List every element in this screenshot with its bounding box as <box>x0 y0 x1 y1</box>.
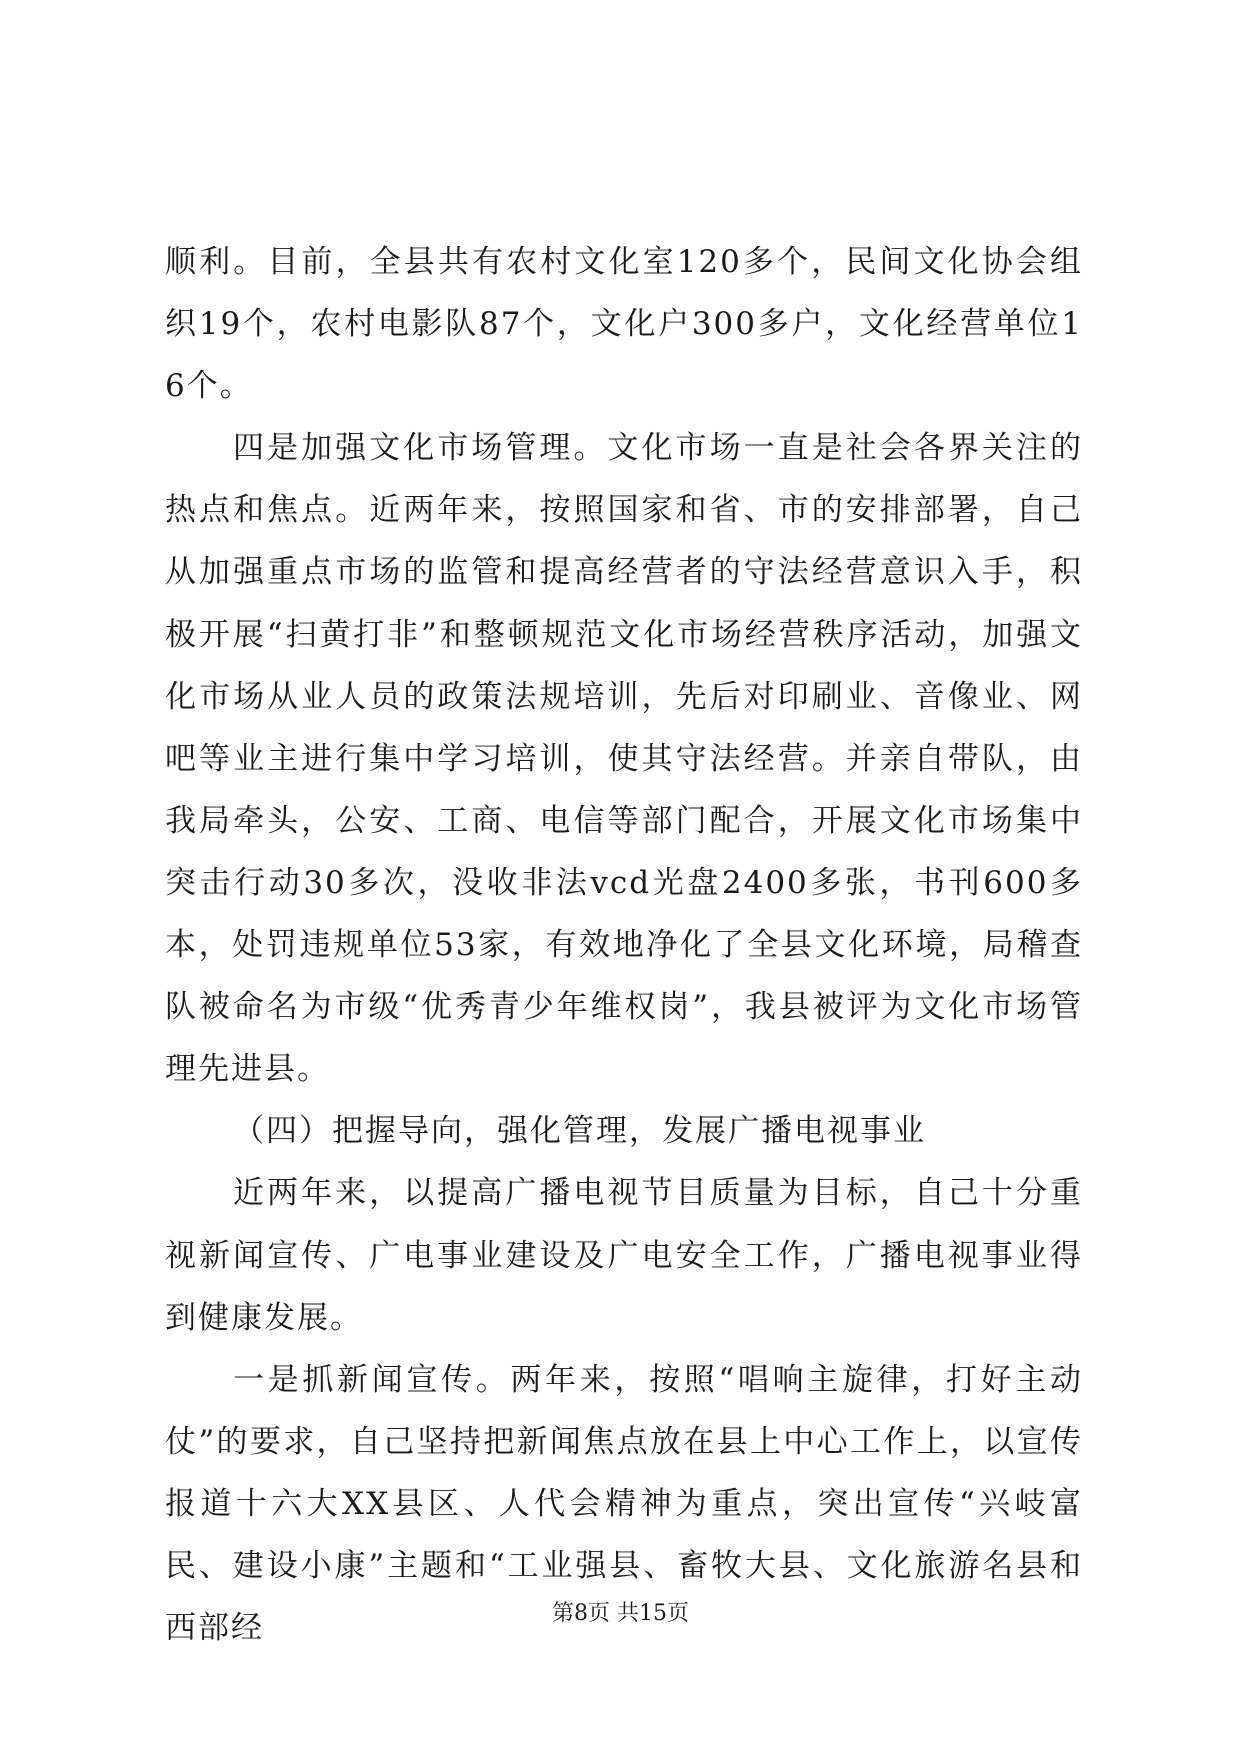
section-heading-broadcast: （四）把握导向，强化管理，发展广播电视事业 <box>233 1113 926 1150</box>
paragraph-news-publicity: 一是抓新闻宣传。两年来，按照“唱响主旋律，打好主动仗”的要求，自己坚持把新闻焦点放在县上中心工作上，以宣传报道十六大XX县区、人代会精神为重点，突出宣传“兴岐富民、建设小康”主题和“工业强县、畜牧大县、文化旅游名县和西部经 <box>165 1361 1083 1647</box>
paragraph-broadcast-intro: 近两年来，以提高广播电视节目质量为目标，自己十分重视新闻宣传、广电事业建设及广电安全工作，广播电视事业得到健康发展。 <box>165 1175 1083 1336</box>
paragraph-culture-market: 四是加强文化市场管理。文化市场一直是社会各界关注的热点和焦点。近两年来，按照国家和省、市的安排部署，自己从加强重点市场的监管和提高经营者的守法经营意识入手，积极开展“扫黄打非”和整顿规范文化市场经营秩序活动，加强文化市场从业人员的政策法规培训，先后对印刷业、音像业、网吧等业主进行集中学习培训，使其守法经营。并亲自带队，由我局牵头，公安、工商、电信等部门配合，开展文化市场集中突击行动30多次，没收非法vcd光盘2400多张，书刊600多本，处罚违规单位53家，有效地净化了全县文化环境，局稽查队被命名为市级“优秀青少年维权岗”，我县被评为文化市场管理先进县。 <box>165 430 1083 1088</box>
page-number-footer: 第8页 共15页 <box>552 1601 689 1626</box>
paragraph-continued: 顺利。目前，全县共有农村文化室120多个，民间文化协会组织19个，农村电影队87个，文化户300多户，文化经营单位16个。 <box>165 244 1083 405</box>
document-body <box>165 231 1083 1659</box>
